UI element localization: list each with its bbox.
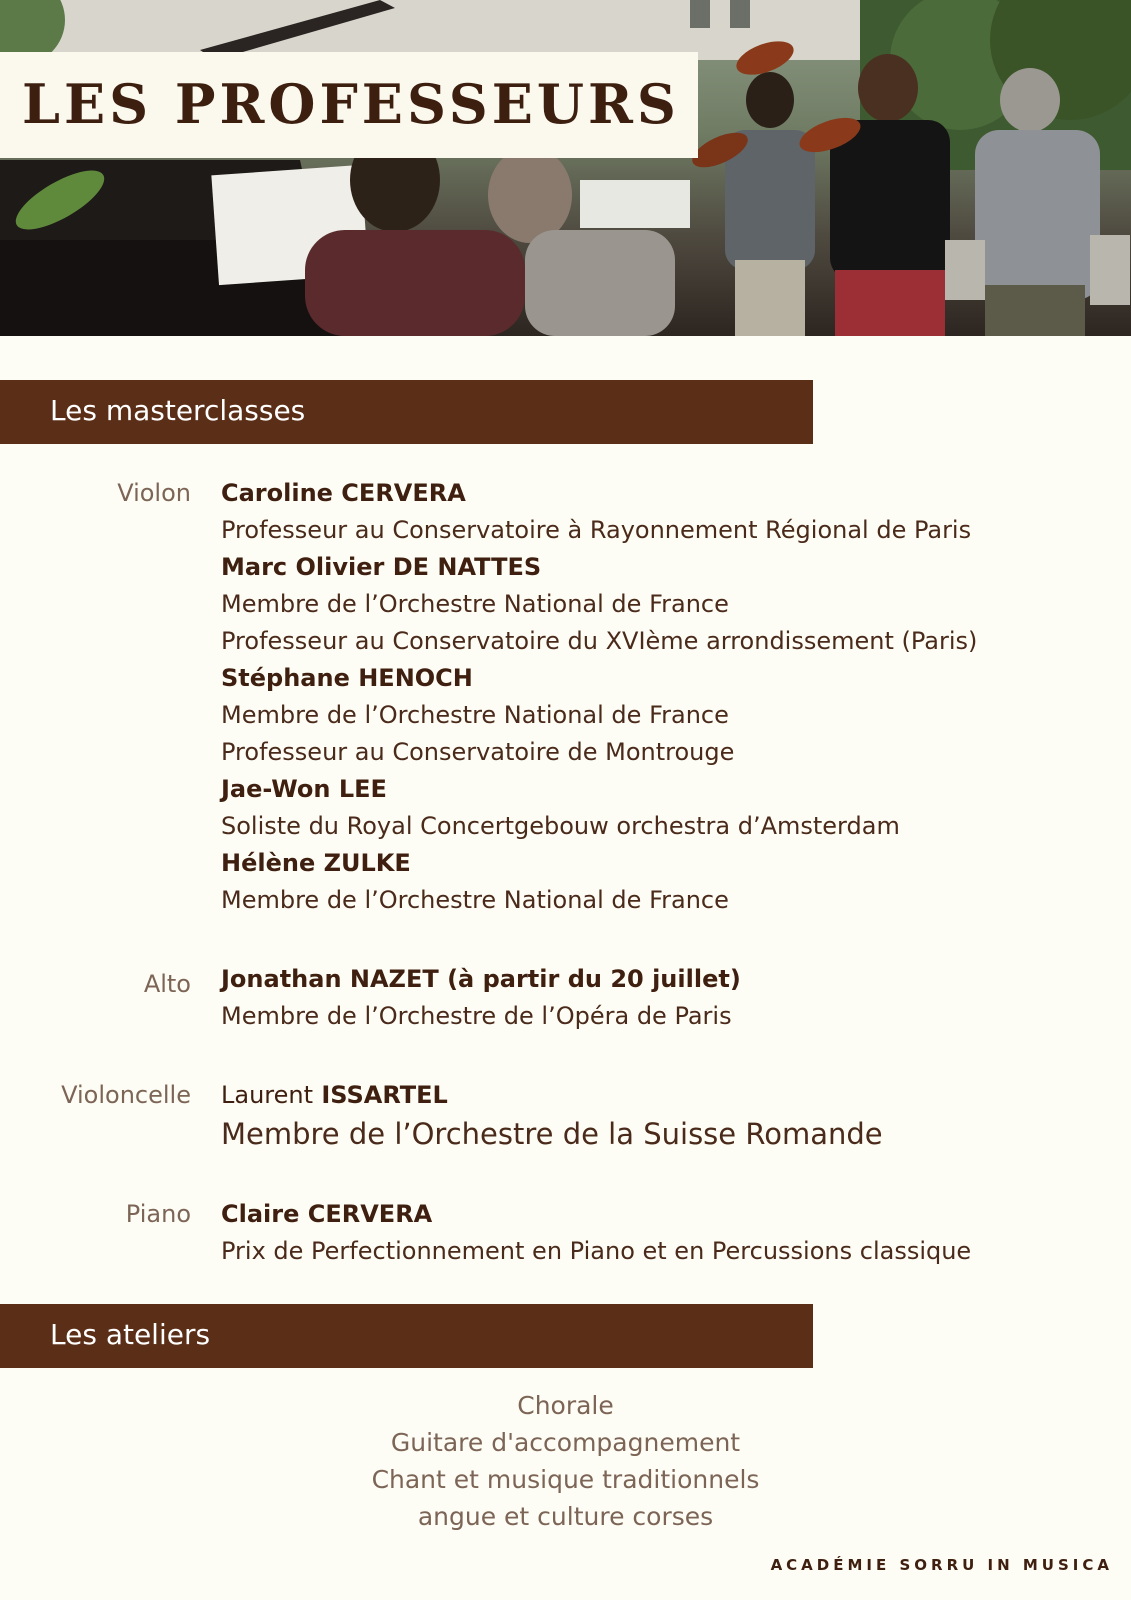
teacher-role: Membre de l’Orchestre National de France <box>221 701 729 729</box>
teacher-role: Membre de l’Orchestre National de France <box>221 886 729 914</box>
category-alto: Alto <box>143 970 191 998</box>
atelier-item: angue et culture corses <box>417 1502 714 1531</box>
teacher-name <box>221 1081 448 1109</box>
title-box <box>0 52 698 158</box>
teacher-role: Prix de Perfectionnement en Piano et en Percussions classique <box>221 1237 972 1265</box>
teacher-role: Soliste du Royal Concertgebouw orchestra d’Amsterdam <box>221 812 900 840</box>
category-violoncelle: Violoncelle <box>61 1081 191 1109</box>
header-photo <box>0 0 1131 336</box>
concert-photo-illustration <box>0 0 1131 336</box>
teacher-name: Caroline CERVERA <box>221 479 466 507</box>
category-violon: Violon <box>117 479 191 507</box>
section-title-masterclasses: Les masterclasses <box>50 394 306 427</box>
teacher-first-name: Laurent <box>221 1081 314 1109</box>
section-header-masterclasses <box>0 380 813 444</box>
teacher-name: Stéphane HENOCH <box>221 664 473 692</box>
teacher-role: Membre de l’Orchestre National de France <box>221 590 729 618</box>
teacher-role: Membre de l’Orchestre de l’Opéra de Paris <box>221 1002 732 1030</box>
atelier-item: Guitare d'accompagnement <box>390 1428 741 1457</box>
footer-brand: ACADÉMIE SORRU IN MUSICA <box>770 1556 1113 1574</box>
teacher-role: Membre de l’Orchestre de la Suisse Romande <box>221 1117 883 1151</box>
atelier-item: Chorale <box>517 1391 614 1420</box>
teacher-role: Professeur au Conservatoire de Montrouge <box>221 738 735 766</box>
category-piano: Piano <box>125 1200 191 1228</box>
atelier-item: Chant et musique traditionnels <box>371 1465 760 1494</box>
section-header-ateliers <box>0 1304 813 1368</box>
teacher-name: Jae-Won LEE <box>221 775 387 803</box>
teacher-role: Professeur au Conservatoire du XVIème arrondissement (Paris) <box>221 627 978 655</box>
teacher-name: Claire CERVERA <box>221 1200 433 1228</box>
page-title: LES PROFESSEURS <box>22 72 680 136</box>
teacher-last-name: ISSARTEL <box>321 1081 448 1109</box>
section-title-ateliers: Les ateliers <box>50 1318 211 1351</box>
teacher-name: Marc Olivier DE NATTES <box>221 553 542 581</box>
teacher-name: Hélène ZULKE <box>221 849 411 877</box>
teacher-role: Professeur au Conservatoire à Rayonnement Régional de Paris <box>221 516 972 544</box>
teacher-name: Jonathan NAZET (à partir du 20 juillet) <box>221 965 741 993</box>
